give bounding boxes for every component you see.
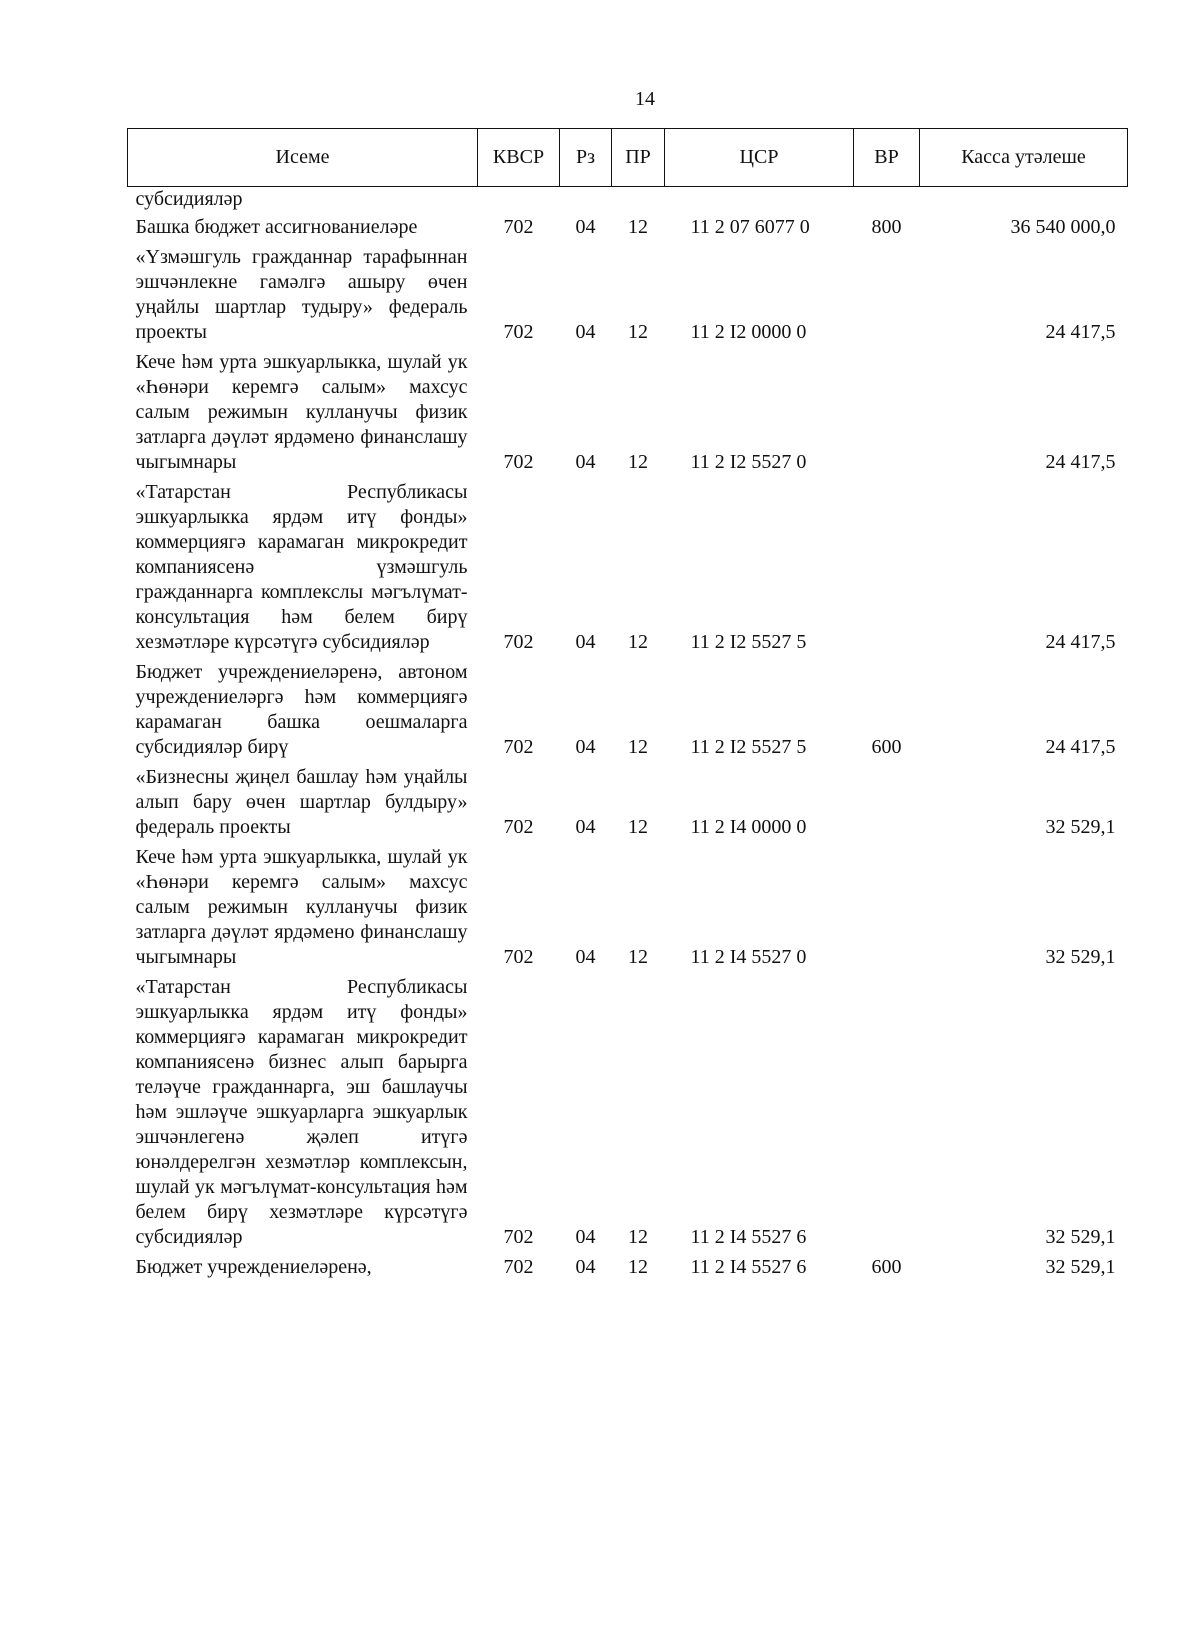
row-name: «Бизнесны җиңел башлау һәм уңайлы алып бару өчен шартлар булдыру» федераль проекты xyxy=(135,766,468,838)
table-row xyxy=(128,660,1128,765)
table-row xyxy=(128,480,1128,660)
row-vr: 600 xyxy=(871,1256,902,1278)
row-amount: 32 529,1 xyxy=(1045,1226,1116,1248)
row-rz: 04 xyxy=(575,451,596,473)
row-pr: 12 xyxy=(628,216,648,238)
table-row xyxy=(128,215,1128,245)
row-csr: 11 2 I4 5527 0 xyxy=(690,946,807,968)
row-pr xyxy=(612,187,665,216)
table-row xyxy=(128,765,1128,845)
row-rz xyxy=(560,187,612,216)
row-name: Бюджет учреждениеләренә, автоном учреждениеләргә һәм коммерциягә карамаган башка оешмаларга субсидияләр бирү xyxy=(135,661,468,758)
row-rz: 04 xyxy=(575,216,596,238)
row-name: Бюджет учреждениеләренә, xyxy=(135,1256,372,1278)
header-kvsr: КВСР xyxy=(478,129,560,187)
row-csr: 11 2 I2 5527 0 xyxy=(690,451,807,473)
row-amount: 24 417,5 xyxy=(1045,736,1116,758)
row-pr: 12 xyxy=(628,451,648,473)
row-vr xyxy=(854,480,920,660)
row-kvsr: 702 xyxy=(503,216,534,238)
row-kvsr: 702 xyxy=(503,736,534,758)
row-kvsr: 702 xyxy=(503,816,534,838)
table-row xyxy=(128,245,1128,350)
row-csr: 11 2 I4 5527 6 xyxy=(690,1256,807,1278)
row-amount: 32 529,1 xyxy=(1045,816,1116,838)
row-rz: 04 xyxy=(575,816,596,838)
row-kvsr xyxy=(478,187,560,216)
row-vr: 800 xyxy=(871,216,902,238)
row-name: Кече һәм урта эшкуарлыкка, шулай ук «Һөнәри керемгә салым» махсус салым режимын кулланучы физик затларга дәүләт ярдәмено финанслашу чыгымнары xyxy=(135,351,468,473)
row-amount: 32 529,1 xyxy=(1045,1256,1116,1278)
row-pr: 12 xyxy=(628,736,648,758)
row-name: «Үзмәшгуль гражданнар тарафыннан эшчәнлекне гамәлгә ашыру өчен уңайлы шартлар тудыру» федераль проекты xyxy=(135,246,468,343)
row-rz: 04 xyxy=(575,946,596,968)
row-vr xyxy=(854,975,920,1255)
row-name: Башка бюджет ассигнованиеләре xyxy=(135,216,418,238)
row-kvsr: 702 xyxy=(503,321,534,343)
row-kvsr: 702 xyxy=(503,1256,534,1278)
row-pr: 12 xyxy=(628,321,648,343)
row-amount: 24 417,5 xyxy=(1045,631,1116,653)
row-amount: 36 540 000,0 xyxy=(1010,216,1116,238)
row-kvsr: 702 xyxy=(503,631,534,653)
row-csr: 11 2 I4 0000 0 xyxy=(690,816,807,838)
row-name: «Татарстан Республикасы эшкуарлыкка ярдәм итү фонды» коммерциягә карамаган микрокредит компаниясенә бизнес алып барырга теләүче гражданнарга, эш башлаучы һәм эшләүче эшкуарларга эшкуарлык эшчәнлегенә җәлеп итүгә юнәлдерелгән хезмәтләр комплексын, шулай ук мәгълүмат-консультация һәм белем бирү хезмәтләре күрсәтүгә субсидияләр xyxy=(135,976,468,1248)
row-name: «Татарстан Республикасы эшкуарлыкка ярдәм итү фонды» коммерциягә карамаган микрокредит компаниясенә үзмәшгуль гражданнарга комплекслы мәгълүмат-консультация һәм белем бирү хезмәтләре күрсәтүгә субсидияләр xyxy=(135,481,468,653)
row-vr xyxy=(854,350,920,480)
header-row xyxy=(128,129,1128,187)
page-number: 14 xyxy=(635,88,655,110)
table-row xyxy=(128,350,1128,480)
row-csr: 11 2 I2 5527 5 xyxy=(690,736,807,758)
row-pr: 12 xyxy=(628,816,648,838)
row-name: Кече һәм урта эшкуарлыкка, шулай ук «Һөнәри керемгә салым» махсус салым режимын кулланучы физик затларга дәүләт ярдәмено финанслашу чыгымнары xyxy=(135,846,468,968)
header-rz: Рз xyxy=(560,129,612,187)
row-vr xyxy=(854,187,920,216)
table-row xyxy=(128,845,1128,975)
row-rz: 04 xyxy=(575,736,596,758)
row-amount: 32 529,1 xyxy=(1045,946,1116,968)
row-csr: 11 2 I2 0000 0 xyxy=(690,321,807,343)
row-amount: 24 417,5 xyxy=(1045,451,1116,473)
table-row xyxy=(128,975,1128,1255)
row-rz: 04 xyxy=(575,321,596,343)
header-vr: ВР xyxy=(854,129,920,187)
row-pr: 12 xyxy=(628,1226,648,1248)
table-row xyxy=(128,1255,1128,1285)
header-name: Исеме xyxy=(128,129,478,187)
table-row xyxy=(128,187,1128,216)
row-amount xyxy=(920,187,1128,216)
budget-table xyxy=(127,128,1128,1285)
header-csr: ЦСР xyxy=(665,129,854,187)
row-rz: 04 xyxy=(575,1256,596,1278)
row-rz: 04 xyxy=(575,1226,596,1248)
row-csr: 11 2 07 6077 0 xyxy=(690,216,810,238)
row-vr: 600 xyxy=(871,736,902,758)
row-kvsr: 702 xyxy=(503,451,534,473)
row-name: субсидияләр xyxy=(135,188,243,210)
table-header xyxy=(128,129,1128,187)
row-pr: 12 xyxy=(628,631,648,653)
header-amount-text: Касса утәлеше xyxy=(961,146,1086,168)
row-vr xyxy=(854,765,920,845)
budget-table-container xyxy=(127,128,1127,1285)
row-kvsr: 702 xyxy=(503,1226,534,1248)
row-kvsr: 702 xyxy=(503,946,534,968)
header-amount xyxy=(920,129,1128,187)
row-pr: 12 xyxy=(628,946,648,968)
table-body xyxy=(128,187,1128,1286)
row-csr: 11 2 I2 5527 5 xyxy=(690,631,807,653)
row-csr: 11 2 I4 5527 6 xyxy=(690,1226,807,1248)
row-vr xyxy=(854,245,920,350)
row-amount: 24 417,5 xyxy=(1045,321,1116,343)
row-rz: 04 xyxy=(575,631,596,653)
row-vr xyxy=(854,845,920,975)
row-csr xyxy=(665,187,854,216)
row-pr: 12 xyxy=(628,1256,648,1278)
header-pr: ПР xyxy=(612,129,665,187)
